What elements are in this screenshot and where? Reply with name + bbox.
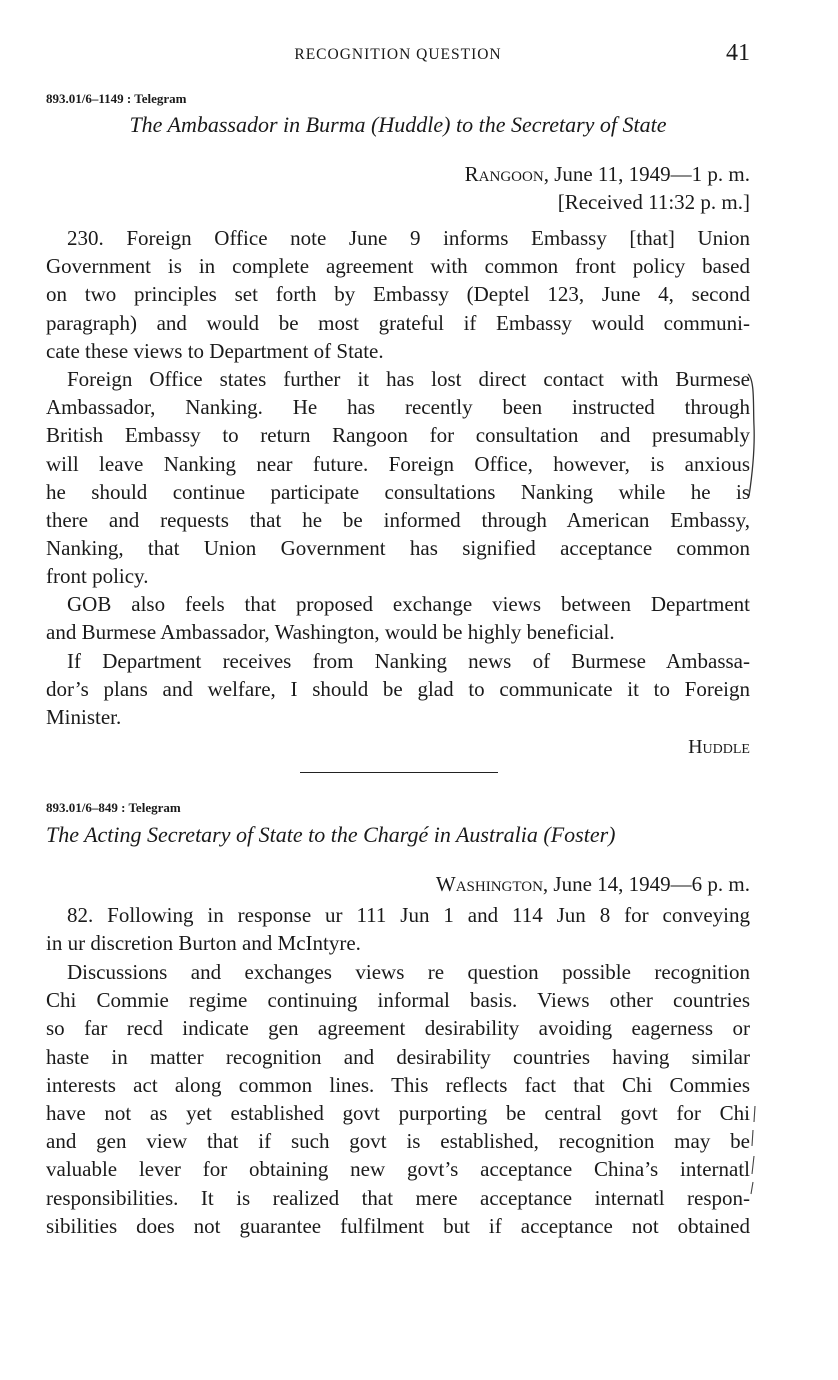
doc1-dateline-place: Rangoon [464, 162, 544, 186]
text-line: GOB also feels that proposed exchange views between Department [67, 592, 750, 616]
margin-pencil-mark [746, 1102, 760, 1198]
text-line: 230. Foreign Office note June 9 informs Embassy [that] Union [67, 226, 750, 250]
doc2-file-ref: 893.01/6–849 : Telegram [46, 800, 181, 815]
text-line: cate these views to Department of State. [46, 338, 384, 363]
text-line: haste in matter recognition and desirability countries having similar [46, 1044, 750, 1069]
running-head [46, 40, 750, 68]
doc2-dateline [436, 870, 750, 898]
doc2-paragraph-2 [46, 958, 750, 1240]
text-line: Minister. [46, 705, 122, 730]
text-line: he should continue participate consultations Nanking while he is [46, 479, 750, 504]
text-line: British Embassy to return Rangoon for consultation and presumably [46, 423, 750, 448]
text-line: have not as yet established govt purporting be central govt for Chi [46, 1101, 750, 1126]
text-line: Foreign Office states further it has lost direct contact with Burmese [67, 367, 750, 391]
text-line: and gen view that if such govt is established, recognition may be [46, 1129, 750, 1154]
text-line: dor’s plans and welfare, I should be glad to communicate it to Foreign [46, 677, 750, 702]
text-line: there and requests that he be informed through American Embassy, [46, 508, 750, 533]
page-number: 41 [726, 40, 750, 66]
text-line: Discussions and exchanges views re question possible recognition [67, 960, 750, 984]
margin-bracket-mark [746, 366, 760, 500]
text-line: front policy. [46, 564, 149, 589]
text-line: interests act along common lines. This reflects fact that Chi Commies [46, 1072, 750, 1097]
doc2-heading: The Acting Secretary of State to the Chargé in Australia (Foster) [46, 822, 616, 847]
text-line: Chi Commie regime continuing informal basis. Views other countries [46, 988, 750, 1013]
text-line: 82. Following in response ur 111 Jun 1 and 114 Jun 8 for conveying [67, 903, 750, 927]
text-line: on two principles set forth by Embassy (Deptel 123, June 4, second [46, 282, 750, 307]
doc1-signature: Huddle [688, 736, 750, 758]
text-line: so far recd indicate gen agreement desirability avoiding eagerness or [46, 1016, 750, 1041]
text-line: paragraph) and would be most grateful if Embassy would communi- [46, 310, 750, 335]
doc2-paragraph-1 [46, 901, 750, 957]
text-line: valuable lever for obtaining new govt’s acceptance China’s internatl [46, 1157, 750, 1182]
doc1-paragraph-1 [46, 224, 750, 365]
text-line: in ur discretion Burton and McIntyre. [46, 931, 361, 956]
text-line: Government is in complete agreement with common front policy based [46, 254, 750, 279]
doc1-dateline-date: , June 11, 1949—1 p. m. [543, 162, 750, 186]
doc1-paragraph-2 [46, 365, 750, 591]
doc1-paragraph-3 [46, 590, 750, 646]
text-line: will leave Nanking near future. Foreign Office, however, is anxious [46, 451, 750, 476]
text-line: responsibilities. It is realized that mere acceptance internatl respon- [46, 1185, 750, 1210]
doc1-received: [Received 11:32 p. m.] [557, 190, 750, 214]
doc1-file-ref: 893.01/6–1149 : Telegram [46, 91, 187, 106]
running-head-title: RECOGNITION QUESTION [294, 46, 502, 63]
text-line: If Department receives from Nanking news of Burmese Ambassa- [67, 649, 750, 673]
doc1-heading: The Ambassador in Burma (Huddle) to the Secretary of State [129, 112, 667, 137]
doc2-dateline-date: , June 14, 1949—6 p. m. [542, 872, 750, 896]
doc1-dateline [465, 160, 750, 216]
doc2-dateline-place: Washington [435, 872, 543, 896]
text-line: and Burmese Ambassador, Washington, would be highly beneficial. [46, 620, 615, 645]
text-line: Nanking, that Union Government has signified acceptance common [46, 536, 750, 561]
text-line: Ambassador, Nanking. He has recently been instructed through [46, 395, 750, 420]
section-divider [300, 772, 498, 773]
text-line: sibilities does not guarantee fulfilment but if acceptance not obtained [46, 1213, 750, 1238]
doc1-paragraph-4 [46, 647, 750, 732]
